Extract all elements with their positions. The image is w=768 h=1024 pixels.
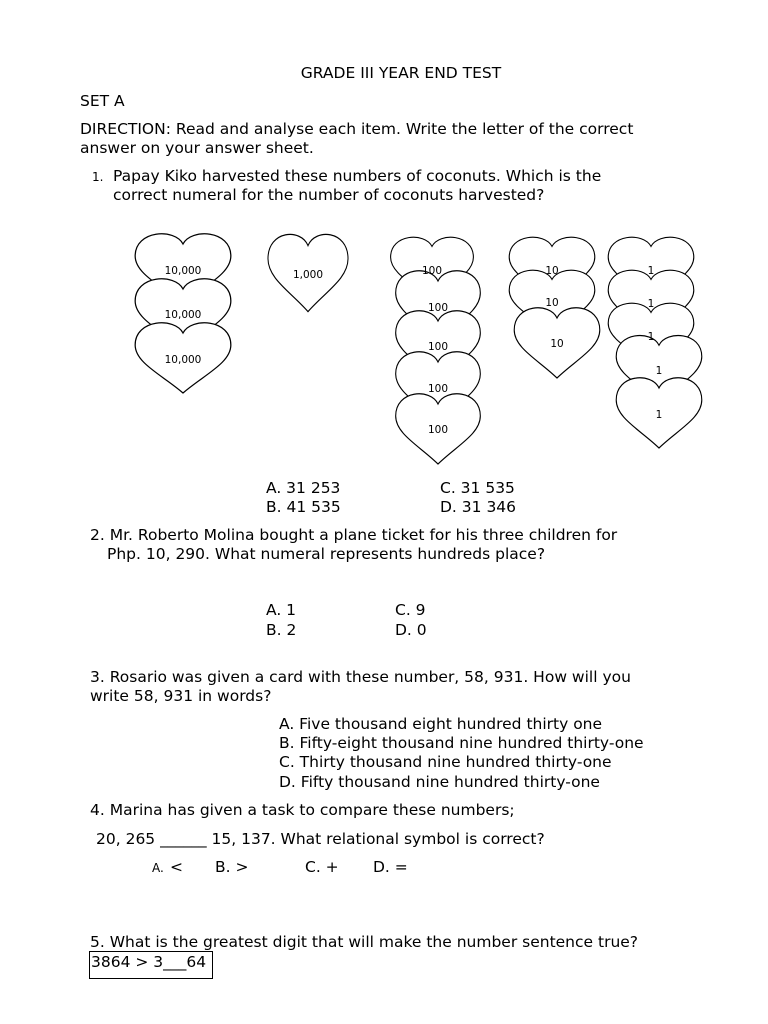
heart-label: 10,000 xyxy=(164,265,202,277)
q3-choice-a: A. Five thousand eight hundred thirty one xyxy=(279,715,603,733)
heart-label: 10 xyxy=(550,338,564,350)
heart-label: 1 xyxy=(655,409,663,421)
heart-label: 1,000 xyxy=(292,269,324,281)
q1-number: 1. xyxy=(92,170,104,184)
q5-line-1: 5. What is the greatest digit that will make the number sentence true? xyxy=(90,933,639,951)
set-label: SET A xyxy=(80,92,125,110)
direction-line-1: DIRECTION: Read and analyse each item. Write the letter of the correct xyxy=(80,120,634,138)
heart-label: 10 xyxy=(545,297,559,309)
q4-choice-a-label: A. xyxy=(152,861,164,875)
q2-choice-a: A. 1 xyxy=(266,601,297,619)
heart-label: 10 xyxy=(545,265,559,277)
q1-choice-c: C. 31 535 xyxy=(440,479,515,497)
q2-choice-b: B. 2 xyxy=(266,621,297,639)
q4-line-2: 20, 265 ______ 15, 137. What relational symbol is correct? xyxy=(96,830,545,848)
q2-line-2: Php. 10, 290. What numeral represents hundreds place? xyxy=(107,545,546,563)
heart-label: 100 xyxy=(427,302,449,314)
q3-choice-c: C. Thirty thousand nine hundred thirty-one xyxy=(279,753,612,771)
q1-choice-a: A. 31 253 xyxy=(266,479,341,497)
q3-line-1: 3. Rosario was given a card with these number, 58, 931. How will you xyxy=(90,668,631,686)
q4-choice-b: B. > xyxy=(215,858,249,876)
q2-choice-d: D. 0 xyxy=(395,621,427,639)
q1-line-1: Papay Kiko harvested these numbers of coconuts. Which is the xyxy=(113,167,602,185)
q3-choice-b: B. Fifty-eight thousand nine hundred thirty-one xyxy=(279,734,644,752)
coconut-hearts-figure xyxy=(0,0,768,480)
q2-choice-c: C. 9 xyxy=(395,601,426,619)
heart-label: 100 xyxy=(427,383,449,395)
page-title: GRADE III YEAR END TEST xyxy=(300,64,502,82)
q4-choice-c: C. + xyxy=(305,858,339,876)
q3-line-2: write 58, 931 in words? xyxy=(90,687,272,705)
q4-choice-d: D. = xyxy=(373,858,408,876)
direction-line-2: answer on your answer sheet. xyxy=(80,139,314,157)
heart-label: 10,000 xyxy=(164,354,202,366)
q3-choice-d: D. Fifty thousand nine hundred thirty-one xyxy=(279,773,600,791)
q4-line-1: 4. Marina has given a task to compare these numbers; xyxy=(90,801,515,819)
heart-label: 1 xyxy=(647,298,655,310)
q1-choice-b: B. 41 535 xyxy=(266,498,341,516)
heart-label: 100 xyxy=(427,424,449,436)
heart-label: 1 xyxy=(647,265,655,277)
q5-number-sentence: 3864 > 3___64 xyxy=(91,953,207,971)
q2-line-1: 2. Mr. Roberto Molina bought a plane ticket for his three children for xyxy=(90,526,618,544)
heart-label: 10,000 xyxy=(164,309,202,321)
heart-label: 1 xyxy=(647,331,655,343)
q1-choice-d: D. 31 346 xyxy=(440,498,517,516)
heart-label: 100 xyxy=(427,341,449,353)
q1-line-2: correct numeral for the number of coconuts harvested? xyxy=(113,186,545,204)
q4-choice-a-symbol: < xyxy=(170,858,183,876)
heart-label: 1 xyxy=(655,365,663,377)
heart-label: 100 xyxy=(421,265,443,277)
